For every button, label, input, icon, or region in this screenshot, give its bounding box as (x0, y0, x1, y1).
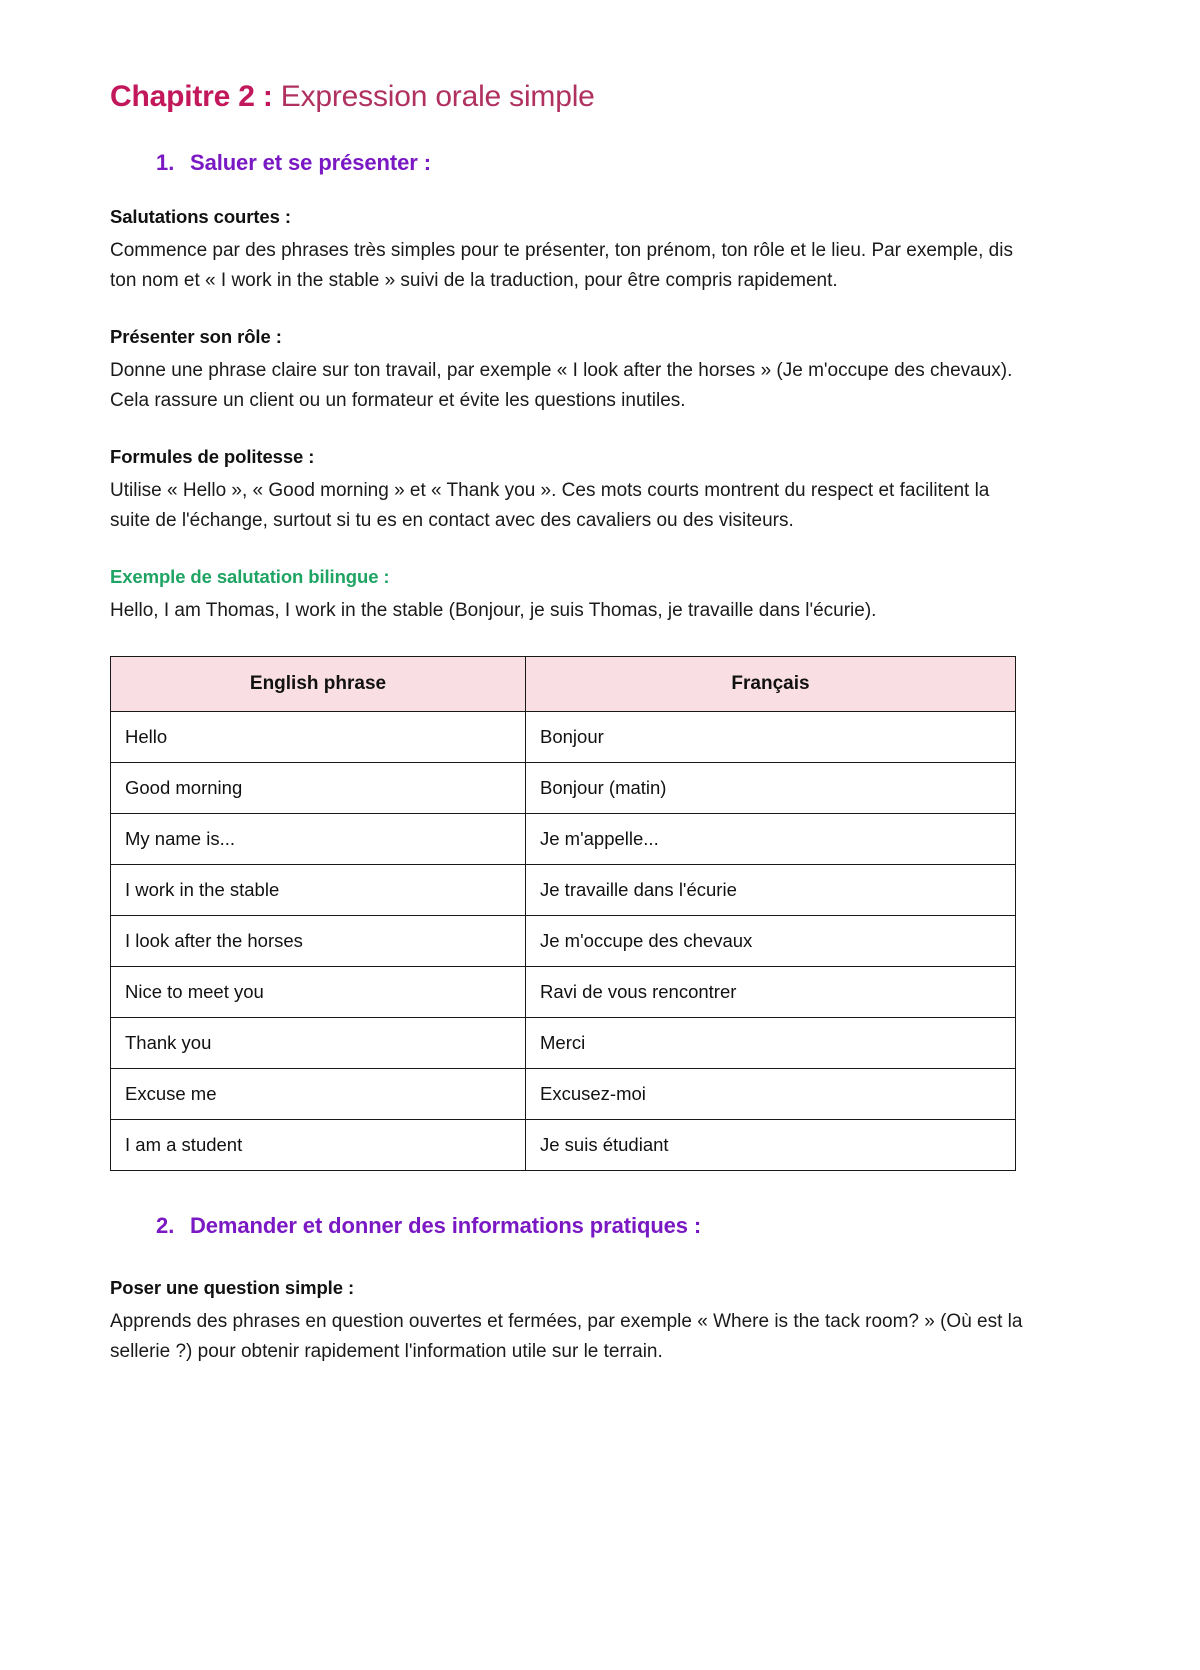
table-row (111, 762, 1016, 813)
block-poser-une-question (110, 1277, 1090, 1367)
table-row (111, 1119, 1016, 1170)
table-row (111, 915, 1016, 966)
cell-french: Je travaille dans l'écurie (526, 864, 1016, 915)
section-title-2: Demander et donner des informations pratiques : (190, 1212, 702, 1238)
cell-english: Nice to meet you (111, 966, 526, 1017)
table-body (111, 711, 1016, 1170)
block-title-presenter-son-role: Présenter son rôle : (110, 325, 282, 347)
cell-french: Excusez-moi (526, 1068, 1016, 1119)
section-number-1: 1. (156, 149, 175, 175)
cell-french: Bonjour (matin) (526, 762, 1016, 813)
cell-french: Je m'occupe des chevaux (526, 915, 1016, 966)
block-body-formules-de-politesse: Utilise « Hello », « Good morning » et « Thank you ». Ces mots courts montrent du respect et facilitent la suite de l'échange, surtout si tu es en contact avec des cavaliers ou des visiteurs. (110, 479, 990, 531)
cell-french: Merci (526, 1017, 1016, 1068)
cell-english: My name is... (111, 813, 526, 864)
block-formules-de-politesse (110, 446, 1090, 536)
table-row (111, 711, 1016, 762)
block-presenter-son-role (110, 326, 1090, 416)
block-body-presenter-son-role: Donne une phrase claire sur ton travail, par exemple « I look after the horses » (Je m'occupe des chevaux). Cela rassure un client ou un formateur et évite les questions inutiles. (110, 359, 1013, 411)
block-body-salutations-courtes: Commence par des phrases très simples pour te présenter, ton prénom, ton rôle et le lieu. Par exemple, dis ton nom et « I work in the stable » suivi de la traduction, pour être compris rapidement. (110, 239, 1013, 291)
block-body-poser-une-question: Apprends des phrases en question ouvertes et fermées, par exemple « Where is the tack room? » (Où est la sellerie ?) pour obtenir rapidement l'information utile sur le terrain. (110, 1310, 1023, 1362)
table-row (111, 1017, 1016, 1068)
table-row (111, 1068, 1016, 1119)
block-title-poser-une-question: Poser une question simple : (110, 1276, 355, 1298)
table-header-french: Français (526, 656, 1016, 711)
phrase-translation-table (110, 656, 1016, 1171)
table-row (111, 864, 1016, 915)
block-title-formules-de-politesse: Formules de politesse : (110, 445, 315, 467)
block-title-salutations-courtes: Salutations courtes : (110, 205, 291, 227)
cell-english: I work in the stable (111, 864, 526, 915)
cell-french: Je m'appelle... (526, 813, 1016, 864)
cell-english: Good morning (111, 762, 526, 813)
block-exemple-salutation-bilingue (110, 566, 1090, 626)
cell-english: Excuse me (111, 1068, 526, 1119)
table-row (111, 966, 1016, 1017)
block-body-exemple-salutation-bilingue: Hello, I am Thomas, I work in the stable (Bonjour, je suis Thomas, je travaille dans l'écurie). (110, 599, 877, 621)
cell-english: I am a student (111, 1119, 526, 1170)
chapter-subtitle: Expression orale simple (272, 80, 595, 113)
table-row (111, 813, 1016, 864)
cell-french: Je suis étudiant (526, 1119, 1016, 1170)
section-number-2: 2. (156, 1212, 175, 1238)
block-title-exemple-salutation-bilingue: Exemple de salutation bilingue : (110, 565, 390, 587)
cell-english: I look after the horses (111, 915, 526, 966)
page-title (110, 78, 1090, 116)
table-header-english: English phrase (111, 656, 526, 711)
block-salutations-courtes (110, 206, 1090, 296)
table-header-row (111, 656, 1016, 711)
cell-french: Ravi de vous rencontrer (526, 966, 1016, 1017)
section-title-1: Saluer et se présenter : (190, 149, 431, 175)
cell-english: Hello (111, 711, 526, 762)
cell-english: Thank you (111, 1017, 526, 1068)
cell-french: Bonjour (526, 711, 1016, 762)
section-heading-2 (110, 1213, 1090, 1239)
chapter-label: Chapitre 2 : (110, 80, 273, 113)
section-heading-1 (110, 150, 1090, 176)
